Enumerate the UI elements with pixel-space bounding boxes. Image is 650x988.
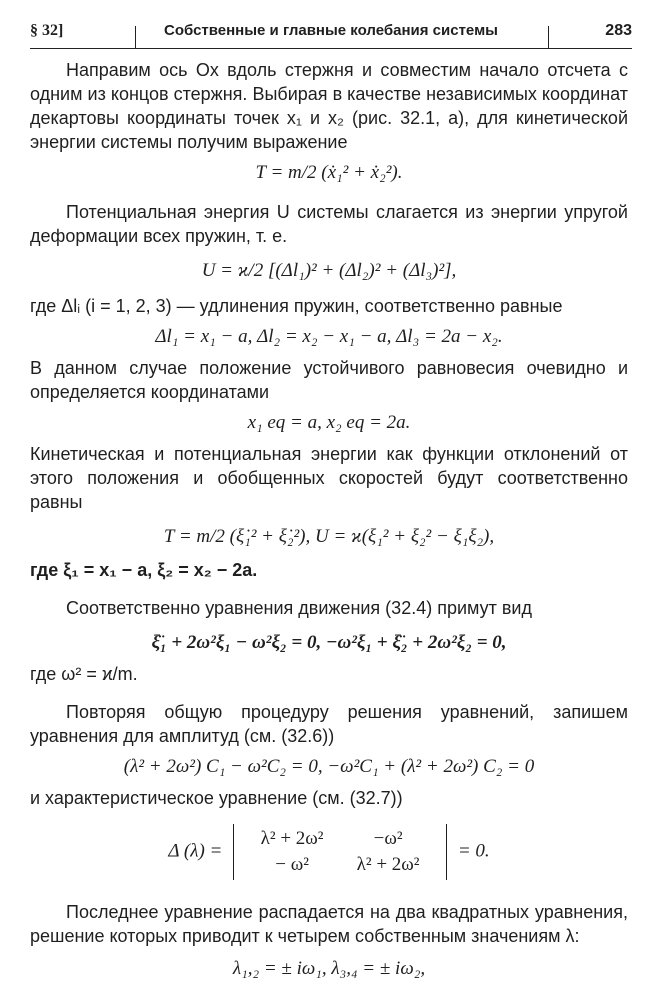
header-separator-left	[135, 26, 136, 48]
paragraph: Повторяя общую процедуру решения уравнений, запишем уравнения для амплитуд (см. (32.6))	[30, 702, 628, 746]
determinant-rhs: = 0.	[457, 840, 490, 862]
equation-characteristic	[30, 824, 628, 880]
determinant-cell: − ω²	[275, 854, 309, 875]
equation-motion: ξ̈₁ + 2ω²ξ₁ − ω²ξ₂ = 0, −ω²ξ₁ + ξ̈₂ + 2ω²ξ₂ = 0,	[151, 632, 507, 653]
page-body	[30, 58, 628, 988]
paragraph: Направим ось Ox вдоль стержня и совместим начало отсчета с одним из концов стержня. Выбирая в качестве независимых координат декартовы координаты точек x₁ и x₂ (рис. 32.1, а), для кинетической энергии системы получим выражение	[30, 60, 628, 152]
equation-elongations: Δl₁ = x₁ − a, Δl₂ = x₂ − x₁ − a, Δl₃ = 2a − x₂.	[155, 326, 503, 347]
paragraph: где ξ₁ = x₁ − a, ξ₂ = x₂ − 2a.	[30, 560, 258, 580]
equation-equilibrium: x₁ eq = a, x₂ eq = 2a.	[247, 412, 411, 433]
equation-potential-energy: U = ϰ/2 [(Δl₁)² + (Δl₂)² + (Δl₃)²],	[201, 260, 457, 281]
equation-amplitudes: (λ² + 2ω²) C₁ − ω²C₂ = 0, −ω²C₁ + (λ² + 2ω²) C₂ = 0	[123, 756, 535, 777]
equation-kinetic-energy: T = m/2 (ẋ₁² + ẋ₂²).	[255, 162, 403, 183]
paragraph: В данном случае положение устойчивого равновесия очевидно и определяется координатами	[30, 358, 628, 402]
determinant	[233, 824, 447, 880]
paragraph: Соответственно уравнения движения (32.4) примут вид	[66, 598, 532, 618]
paragraph: и характеристическое уравнение (см. (32.7))	[30, 788, 403, 808]
running-header	[30, 22, 632, 48]
equation-eigenvalues: λ₁,₂ = ± iω₁, λ₃,₄ = ± iω₂,	[232, 958, 426, 979]
header-separator-right	[548, 26, 549, 48]
determinant-cell: λ² + 2ω²	[260, 828, 324, 849]
paragraph: Последнее уравнение распадается на два квадратных уравнения, решение которых приводит к четырем собственным значениям λ:	[30, 902, 628, 946]
paragraph: Потенциальная энергия U системы слагается из энергии упругой деформации всех пружин, т. е.	[30, 202, 628, 246]
paragraph: где ω² = ϰ/m.	[30, 664, 138, 684]
determinant-cell: −ω²	[373, 828, 403, 849]
header-rule	[30, 48, 632, 49]
equation-energies-deviation: T = m/2 (ξ̇₁² + ξ̇₂²), U = ϰ(ξ₁² + ξ₂² − ξ₁ξ₂),	[163, 526, 495, 547]
determinant-cell: λ² + 2ω²	[356, 854, 420, 875]
paragraph: Кинетическая и потенциальная энергии как функции отклонений от этого положения и обобщенных скоростей будут соответственно равны	[30, 444, 628, 512]
page-number: 283	[605, 22, 632, 39]
section-number: § 32]	[30, 22, 64, 39]
running-title: Собственные и главные колебания системы	[164, 22, 498, 39]
determinant-lhs: Δ (λ) =	[168, 840, 223, 862]
paragraph: где Δlᵢ (i = 1, 2, 3) — удлинения пружин, соответственно равные	[30, 296, 563, 316]
